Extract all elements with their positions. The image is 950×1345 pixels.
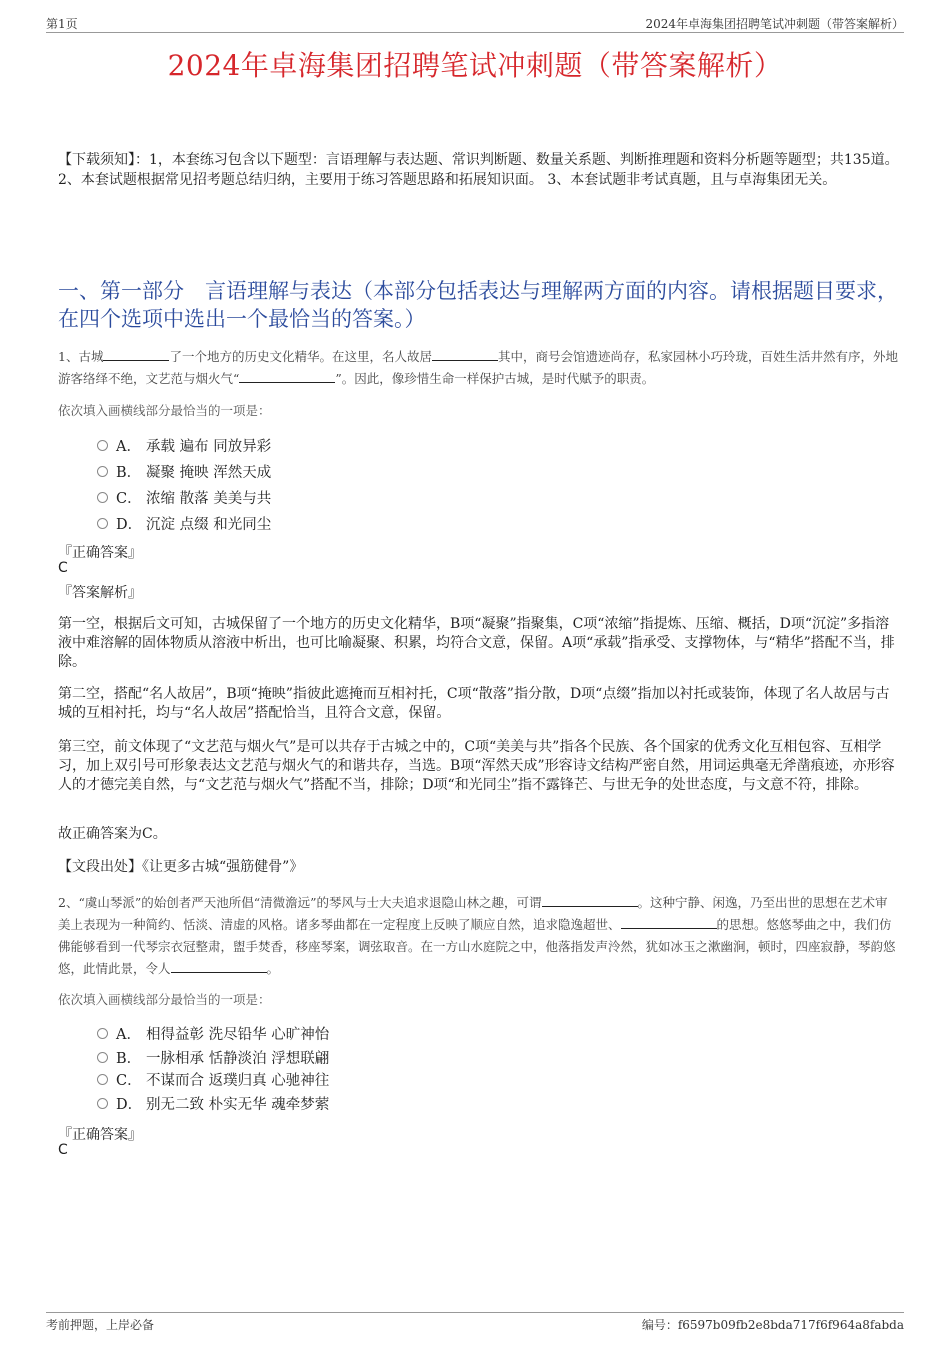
passage-source: 【文段出处】《让更多古城“强筋健骨”》 [58,859,304,875]
radio-icon[interactable] [97,440,108,451]
answer-label: 『正确答案』 [58,1127,142,1143]
radio-icon[interactable] [97,1028,108,1039]
radio-icon[interactable] [97,1074,108,1085]
document-title: 2024年卓海集团招聘笔试冲刺题（带答案解析） [167,49,783,82]
analysis-conclusion: 故正确答案为C。 [58,826,167,842]
page-header [46,14,904,33]
page-number: 第1页 [46,17,78,31]
footer-slogan: 考前押题，上岸必备 [46,1318,155,1332]
question-1-options [97,432,271,536]
question-1-hint: 依次填入画横线部分最恰当的一项是： [58,403,271,418]
download-notice: 【下载须知】：1，本套练习包含以下题型：言语理解与表达题、常识判断题、数量关系题、判断推理题和资料分析题等题型；共135道。 2、本套试题根据常见招考题总结归纳，主要用于练习答题思路和拓展知识面。 3、本套试题非考试真题，且与卓海集团无关。 [58,152,899,188]
page-footer [46,1312,904,1332]
radio-icon[interactable] [97,1052,108,1063]
question-1-stem: 1、古城 了一个地方的历史文化精华。在这里，名人故居 其中，商号会馆遗迹尚存，私家园林小巧玲珑，百姓生活井然有序，外地游客络绎不绝，文艺范与烟火气“ ”。因此，像珍惜生命一样保护古城，是时代赋予的职责。 [58,349,898,386]
option-a[interactable]: A． 承载 遍布 同放异彩 [97,432,271,458]
answer-value: C [58,560,68,576]
blank [542,894,638,907]
section-heading: 一、第一部分 言语理解与表达（本部分包括表达与理解两方面的内容。请根据题目要求，在四个选项中选出一个最恰当的答案。） [58,279,898,331]
blank [432,348,498,361]
blank [103,348,169,361]
option-d[interactable]: D． 沉淀 点缀 和光同尘 [97,510,271,536]
question-2-stem: 2、“虞山琴派”的始创者严天池所倡“清微澹远”的琴风与士大夫追求退隐山林之趣，可谓 。这种宁静、闲逸，乃至出世的思想在艺术审美上表现为一种简约、恬淡、清虚的风格。诸多琴曲都在一定程度上反映了顺应自然，追求隐逸超世、 的思想。悠悠琴曲之中，我们仿佛能够看到一代琴宗衣冠整肃，盥手焚香，移座琴案，调弦取音。在一方山水庭院之中，他落指发声泠然，犹如冰玉之漱幽涧，顿时，四座寂静，琴韵悠悠，此情此景，令人 。 [58,895,896,976]
radio-icon[interactable] [97,518,108,529]
radio-icon[interactable] [97,492,108,503]
analysis-label: 『答案解析』 [58,585,142,601]
analysis-paragraph-2: 第二空，搭配“名人故居”，B项“掩映”指彼此遮掩而互相衬托，C项“散落”指分散，D项“点缀”指加以衬托或装饰，体现了名人故居与古城的互相衬托，均与“名人故居”搭配恰当，且符合文意，保留。 [58,686,890,721]
option-d[interactable]: D． 别无二致 朴实无华 魂牵梦萦 [97,1090,329,1116]
question-2-hint: 依次填入画横线部分最恰当的一项是： [58,992,271,1007]
answer-label: 『正确答案』 [58,545,142,561]
answer-value: C [58,1142,68,1158]
option-b[interactable]: B． 一脉相承 恬静淡泊 浮想联翩 [97,1046,329,1068]
header-doc-title: 2024年卓海集团招聘笔试冲刺题（带答案解析） [645,17,904,31]
blank [239,370,335,383]
document-id: 编号：f6597b09fb2e8bda717f6f964a8fabda [641,1318,904,1332]
blank [621,916,717,929]
radio-icon[interactable] [97,1098,108,1109]
option-c[interactable]: C． 浓缩 散落 美美与共 [97,484,271,510]
analysis-paragraph-3: 第三空，前文体现了“文艺范与烟火气”是可以共存于古城之中的，C项“美美与共”指各个民族、各个国家的优秀文化互相包容、互相学习，加上双引号可形象表达文艺范与烟火气的和谐共存，当选。B项“浑然天成”形容诗文结构严密自然，用词运典毫无斧凿痕迹，亦形容人的才德完美自然，与“文艺范与烟火气”搭配不当，排除；D项“和光同尘”指不露锋芒、与世无争的处世态度，与文意不符，排除。 [58,739,895,793]
blank [171,960,267,973]
option-a[interactable]: A． 相得益彰 洗尽铅华 心旷神怡 [97,1020,329,1046]
option-b[interactable]: B． 凝聚 掩映 浑然天成 [97,458,271,484]
question-2-options [97,1020,329,1116]
radio-icon[interactable] [97,466,108,477]
analysis-paragraph-1: 第一空，根据后文可知，古城保留了一个地方的历史文化精华，B项“凝聚”指聚集，C项“浓缩”指提炼、压缩、概括，D项“沉淀”多指溶液中难溶解的固体物质从溶液中析出，也可比喻凝聚、积累，均符合文意，保留。A项“承载”指承受、支撑物体，与“精华”搭配不当，排除。 [58,616,895,670]
option-c[interactable]: C． 不谋而合 返璞归真 心驰神往 [97,1068,329,1090]
